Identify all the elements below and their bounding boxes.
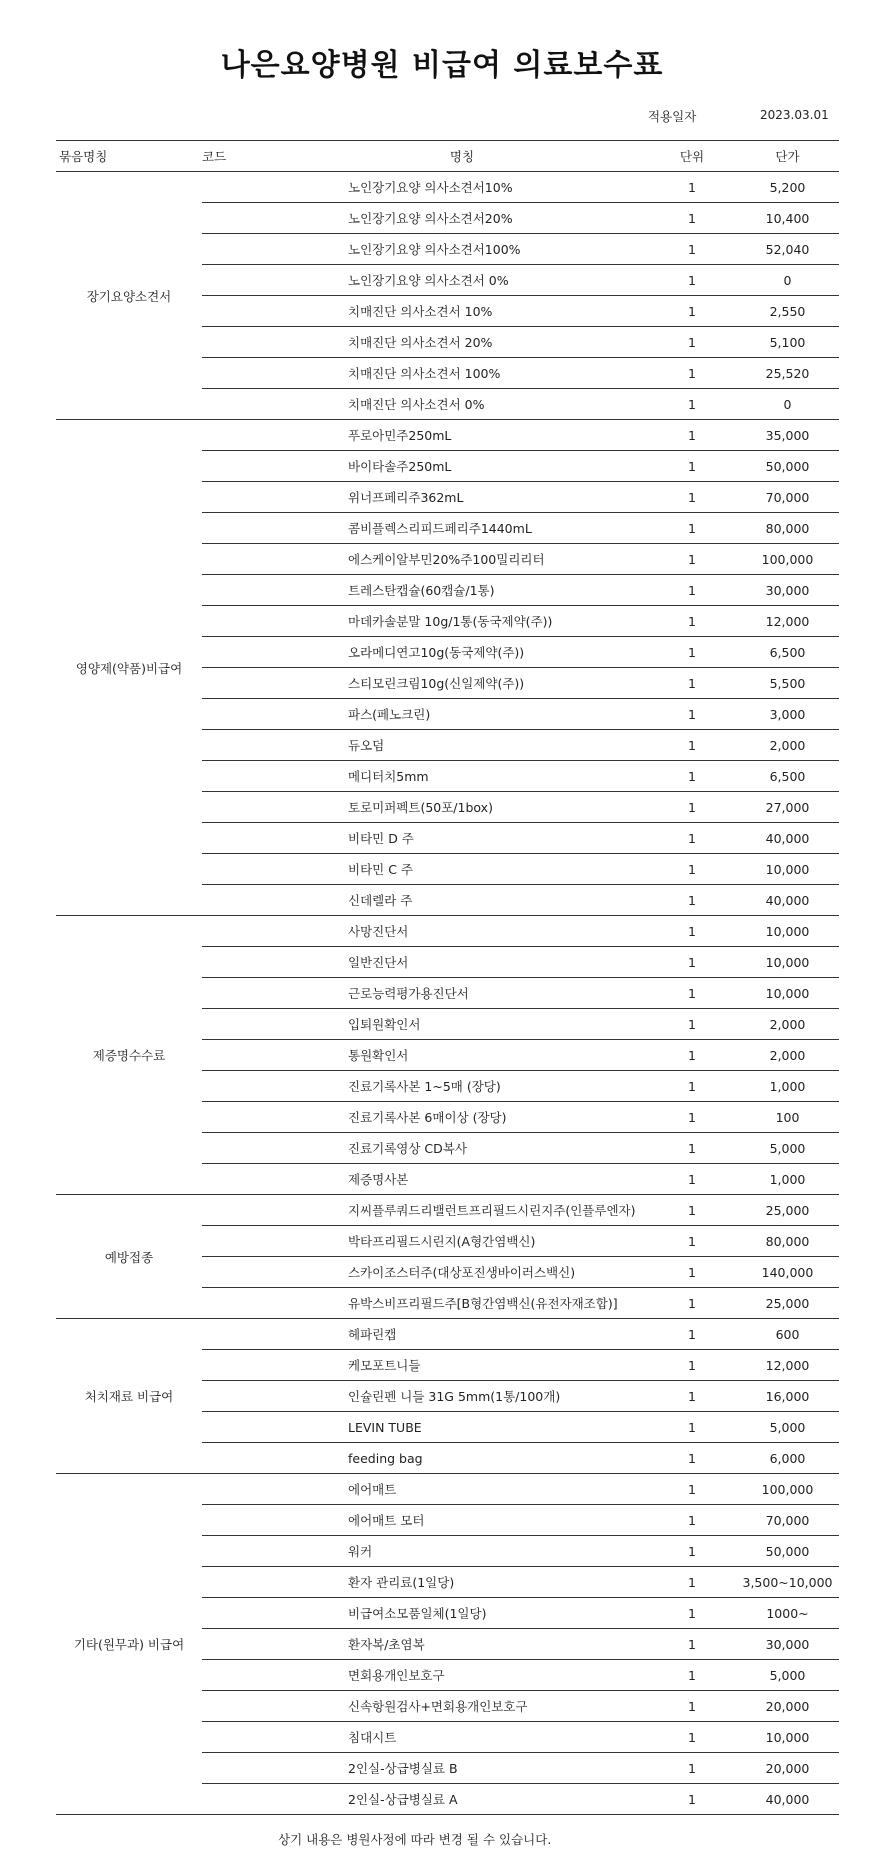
item-price: 10,000 — [736, 854, 839, 885]
item-code — [202, 854, 276, 885]
item-price: 100,000 — [736, 544, 839, 575]
item-name: feeding bag — [276, 1443, 648, 1474]
item-name: 토로미퍼펙트(50포/1box) — [276, 792, 648, 823]
item-name: 지씨플루쿼드리밸런트프리필드시린지주(인플루엔자) — [276, 1195, 648, 1226]
item-price: 5,100 — [736, 327, 839, 358]
item-price: 0 — [736, 389, 839, 420]
item-name: 스티모린크림10g(신일제약(주)) — [276, 668, 648, 699]
item-code — [202, 1412, 276, 1443]
fee-table-body — [56, 172, 839, 1815]
item-unit: 1 — [648, 1350, 736, 1381]
group-name: 기타(원무과) 비급여 — [56, 1474, 202, 1815]
item-price: 6,000 — [736, 1443, 839, 1474]
item-unit: 1 — [648, 1288, 736, 1319]
item-unit: 1 — [648, 1381, 736, 1412]
item-unit: 1 — [648, 420, 736, 451]
item-name: 비타민 C 주 — [276, 854, 648, 885]
item-name: 환자 관리료(1일당) — [276, 1567, 648, 1598]
item-price: 50,000 — [736, 451, 839, 482]
item-name: 인슐린펜 니들 31G 5mm(1통/100개) — [276, 1381, 648, 1412]
item-unit: 1 — [648, 947, 736, 978]
group-name: 예방접종 — [56, 1195, 202, 1319]
item-price: 40,000 — [736, 885, 839, 916]
item-price: 50,000 — [736, 1536, 839, 1567]
header-code: 코드 — [202, 141, 276, 172]
item-unit: 1 — [648, 761, 736, 792]
item-name: 노인장기요양 의사소견서10% — [276, 172, 648, 203]
item-price: 12,000 — [736, 606, 839, 637]
page-title: 나은요양병원 비급여 의료보수표 — [220, 48, 664, 83]
item-unit: 1 — [648, 203, 736, 234]
item-price: 2,000 — [736, 1040, 839, 1071]
item-unit: 1 — [648, 1567, 736, 1598]
item-name: 노인장기요양 의사소견서100% — [276, 234, 648, 265]
item-name: 헤파린캡 — [276, 1319, 648, 1350]
item-unit: 1 — [648, 916, 736, 947]
item-code — [202, 389, 276, 420]
item-name: 메디터치5mm — [276, 761, 648, 792]
item-code — [202, 1536, 276, 1567]
item-unit: 1 — [648, 1691, 736, 1722]
item-price: 2,550 — [736, 296, 839, 327]
item-name: 워커 — [276, 1536, 648, 1567]
item-name: 비타민 D 주 — [276, 823, 648, 854]
item-unit: 1 — [648, 296, 736, 327]
item-code — [202, 420, 276, 451]
item-name: 치매진단 의사소견서 10% — [276, 296, 648, 327]
item-code — [202, 1133, 276, 1164]
header-name: 명칭 — [276, 141, 648, 172]
item-code — [202, 1164, 276, 1195]
group-name: 장기요양소견서 — [56, 172, 202, 420]
item-code — [202, 1722, 276, 1753]
header-unit: 단위 — [648, 141, 736, 172]
item-unit: 1 — [648, 730, 736, 761]
group-name: 제증명수수료 — [56, 916, 202, 1195]
item-name: 유박스비프리필드주[B형간염백신(유전자재조합)] — [276, 1288, 648, 1319]
item-code — [202, 1071, 276, 1102]
item-unit: 1 — [648, 482, 736, 513]
item-code — [202, 1598, 276, 1629]
item-price: 5,200 — [736, 172, 839, 203]
item-price: 35,000 — [736, 420, 839, 451]
item-unit: 1 — [648, 1009, 736, 1040]
item-price: 25,000 — [736, 1288, 839, 1319]
item-price: 5,000 — [736, 1133, 839, 1164]
item-code — [202, 1226, 276, 1257]
item-unit: 1 — [648, 1133, 736, 1164]
item-unit: 1 — [648, 1257, 736, 1288]
item-code — [202, 1753, 276, 1784]
item-unit: 1 — [648, 668, 736, 699]
item-price: 27,000 — [736, 792, 839, 823]
item-price: 40,000 — [736, 1784, 839, 1815]
item-unit: 1 — [648, 1474, 736, 1505]
item-code — [202, 1009, 276, 1040]
header-group: 묶음명칭 — [56, 141, 202, 172]
item-code — [202, 637, 276, 668]
item-name: 환자복/초염복 — [276, 1629, 648, 1660]
table-header-row — [56, 141, 839, 172]
item-code — [202, 1102, 276, 1133]
item-name: 침대시트 — [276, 1722, 648, 1753]
item-name: 일반진단서 — [276, 947, 648, 978]
item-name: 마데카솔분말 10g/1통(동국제약(주)) — [276, 606, 648, 637]
item-unit: 1 — [648, 699, 736, 730]
item-name: 케모포트니들 — [276, 1350, 648, 1381]
item-code — [202, 947, 276, 978]
item-name: LEVIN TUBE — [276, 1412, 648, 1443]
item-unit: 1 — [648, 358, 736, 389]
item-unit: 1 — [648, 1629, 736, 1660]
item-price: 16,000 — [736, 1381, 839, 1412]
item-unit: 1 — [648, 1102, 736, 1133]
table-row — [56, 1474, 839, 1505]
item-name: 통원확인서 — [276, 1040, 648, 1071]
item-code — [202, 1660, 276, 1691]
item-price: 5,500 — [736, 668, 839, 699]
item-code — [202, 885, 276, 916]
item-unit: 1 — [648, 854, 736, 885]
item-name: 면회용개인보호구 — [276, 1660, 648, 1691]
item-unit: 1 — [648, 606, 736, 637]
item-price: 40,000 — [736, 823, 839, 854]
item-name: 신속항원검사+면회용개인보호구 — [276, 1691, 648, 1722]
item-code — [202, 1288, 276, 1319]
item-unit: 1 — [648, 234, 736, 265]
item-code — [202, 1784, 276, 1815]
item-name: 치매진단 의사소견서 100% — [276, 358, 648, 389]
item-code — [202, 513, 276, 544]
item-unit: 1 — [648, 1784, 736, 1815]
item-price: 52,040 — [736, 234, 839, 265]
table-row — [56, 1195, 839, 1226]
item-price: 80,000 — [736, 1226, 839, 1257]
item-price: 5,000 — [736, 1412, 839, 1443]
item-unit: 1 — [648, 1660, 736, 1691]
item-name: 위너프페리주362mL — [276, 482, 648, 513]
item-name: 에어매트 — [276, 1474, 648, 1505]
item-code — [202, 978, 276, 1009]
item-name: 진료기록사본 6매이상 (장당) — [276, 1102, 648, 1133]
item-name: 박타프리필드시린지(A형간염백신) — [276, 1226, 648, 1257]
item-name: 노인장기요양 의사소견서20% — [276, 203, 648, 234]
item-code — [202, 327, 276, 358]
item-code — [202, 1195, 276, 1226]
item-price: 10,000 — [736, 916, 839, 947]
table-row — [56, 916, 839, 947]
item-unit: 1 — [648, 1536, 736, 1567]
item-price: 6,500 — [736, 637, 839, 668]
item-code — [202, 172, 276, 203]
table-row — [56, 172, 839, 203]
item-name: 제증명사본 — [276, 1164, 648, 1195]
item-unit: 1 — [648, 389, 736, 420]
item-unit: 1 — [648, 823, 736, 854]
item-code — [202, 761, 276, 792]
item-unit: 1 — [648, 792, 736, 823]
item-code — [202, 1040, 276, 1071]
item-code — [202, 1505, 276, 1536]
item-name: 사망진단서 — [276, 916, 648, 947]
item-unit: 1 — [648, 1443, 736, 1474]
group-name: 영양제(약품)비급여 — [56, 420, 202, 916]
item-code — [202, 358, 276, 389]
table-row — [56, 1319, 839, 1350]
item-unit: 1 — [648, 885, 736, 916]
item-code — [202, 203, 276, 234]
item-price: 2,000 — [736, 730, 839, 761]
item-name: 듀오덤 — [276, 730, 648, 761]
item-name: 신데렐라 주 — [276, 885, 648, 916]
item-price: 25,520 — [736, 358, 839, 389]
header-price: 단가 — [736, 141, 839, 172]
item-code — [202, 1567, 276, 1598]
item-price: 600 — [736, 1319, 839, 1350]
item-code — [202, 1350, 276, 1381]
footer-note: 상기 내용은 병원사정에 따라 변경 될 수 있습니다. — [278, 1832, 552, 1847]
item-unit: 1 — [648, 327, 736, 358]
item-unit: 1 — [648, 265, 736, 296]
item-price: 70,000 — [736, 482, 839, 513]
item-price: 100,000 — [736, 1474, 839, 1505]
item-unit: 1 — [648, 1040, 736, 1071]
item-code — [202, 1691, 276, 1722]
item-code — [202, 296, 276, 327]
item-name: 2인실-상급병실료 A — [276, 1784, 648, 1815]
item-code — [202, 668, 276, 699]
item-unit: 1 — [648, 575, 736, 606]
item-price: 10,400 — [736, 203, 839, 234]
item-code — [202, 1381, 276, 1412]
item-name: 콤비플렉스리피드페리주1440mL — [276, 513, 648, 544]
item-unit: 1 — [648, 1164, 736, 1195]
item-name: 진료기록사본 1~5매 (장당) — [276, 1071, 648, 1102]
item-code — [202, 823, 276, 854]
item-name: 노인장기요양 의사소견서 0% — [276, 265, 648, 296]
item-name: 푸로아민주250mL — [276, 420, 648, 451]
item-price: 10,000 — [736, 947, 839, 978]
item-name: 비급여소모품일체(1일당) — [276, 1598, 648, 1629]
item-code — [202, 1257, 276, 1288]
item-code — [202, 265, 276, 296]
item-name: 트레스탄캡슐(60캡슐/1통) — [276, 575, 648, 606]
item-price: 70,000 — [736, 1505, 839, 1536]
item-unit: 1 — [648, 172, 736, 203]
item-unit: 1 — [648, 1319, 736, 1350]
item-name: 진료기록영상 CD복사 — [276, 1133, 648, 1164]
item-code — [202, 916, 276, 947]
item-price: 25,000 — [736, 1195, 839, 1226]
item-price: 20,000 — [736, 1691, 839, 1722]
item-price: 6,500 — [736, 761, 839, 792]
item-name: 에어매트 모터 — [276, 1505, 648, 1536]
item-price: 12,000 — [736, 1350, 839, 1381]
item-unit: 1 — [648, 978, 736, 1009]
item-unit: 1 — [648, 1598, 736, 1629]
item-code — [202, 699, 276, 730]
item-price: 1000~ — [736, 1598, 839, 1629]
item-name: 파스(페노크린) — [276, 699, 648, 730]
item-price: 30,000 — [736, 575, 839, 606]
effective-date-value: 2023.03.01 — [760, 108, 829, 122]
item-name: 에스케이알부민20%주100밀리리터 — [276, 544, 648, 575]
item-code — [202, 792, 276, 823]
item-unit: 1 — [648, 1226, 736, 1257]
item-price: 0 — [736, 265, 839, 296]
item-price: 80,000 — [736, 513, 839, 544]
item-code — [202, 234, 276, 265]
item-price: 20,000 — [736, 1753, 839, 1784]
item-price: 2,000 — [736, 1009, 839, 1040]
item-unit: 1 — [648, 1195, 736, 1226]
item-code — [202, 451, 276, 482]
item-price: 1,000 — [736, 1071, 839, 1102]
item-name: 근로능력평가용진단서 — [276, 978, 648, 1009]
item-unit: 1 — [648, 637, 736, 668]
item-unit: 1 — [648, 451, 736, 482]
item-name: 치매진단 의사소견서 20% — [276, 327, 648, 358]
item-unit: 1 — [648, 1412, 736, 1443]
item-code — [202, 1629, 276, 1660]
item-code — [202, 606, 276, 637]
item-code — [202, 1443, 276, 1474]
group-name: 처치재료 비급여 — [56, 1319, 202, 1474]
item-name: 입퇴원확인서 — [276, 1009, 648, 1040]
item-code — [202, 730, 276, 761]
item-name: 바이타솔주250mL — [276, 451, 648, 482]
item-unit: 1 — [648, 1722, 736, 1753]
item-unit: 1 — [648, 513, 736, 544]
item-price: 10,000 — [736, 978, 839, 1009]
item-name: 스카이조스터주(대상포진생바이러스백신) — [276, 1257, 648, 1288]
item-price: 30,000 — [736, 1629, 839, 1660]
item-unit: 1 — [648, 1505, 736, 1536]
item-code — [202, 1319, 276, 1350]
item-price: 5,000 — [736, 1660, 839, 1691]
item-code — [202, 482, 276, 513]
item-unit: 1 — [648, 1753, 736, 1784]
fee-table — [56, 140, 839, 1815]
item-price: 1,000 — [736, 1164, 839, 1195]
item-price: 3,500~10,000 — [736, 1567, 839, 1598]
item-name: 치매진단 의사소견서 0% — [276, 389, 648, 420]
item-name: 2인실-상급병실료 B — [276, 1753, 648, 1784]
item-price: 10,000 — [736, 1722, 839, 1753]
item-code — [202, 1474, 276, 1505]
item-name: 오라메디연고10g(동국제약(주)) — [276, 637, 648, 668]
item-price: 3,000 — [736, 699, 839, 730]
effective-date-label: 적용일자 — [648, 109, 697, 124]
item-code — [202, 544, 276, 575]
item-unit: 1 — [648, 1071, 736, 1102]
item-price: 140,000 — [736, 1257, 839, 1288]
table-row — [56, 420, 839, 451]
item-code — [202, 575, 276, 606]
item-price: 100 — [736, 1102, 839, 1133]
item-unit: 1 — [648, 544, 736, 575]
